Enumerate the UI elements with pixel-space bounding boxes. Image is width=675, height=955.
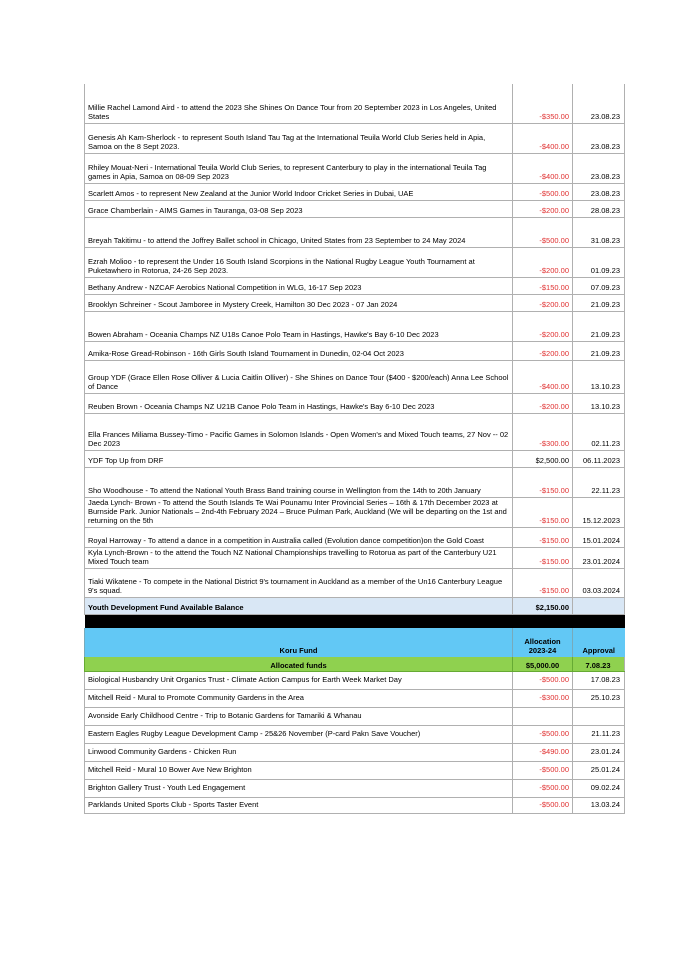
row-amount: -$200.00 [513,393,573,413]
allocation-header: Allocation 2023-24 [513,628,573,657]
row-date: 23.08.23 [573,183,625,200]
row-date: 21.09.23 [573,311,625,341]
row-description: Grace Chamberlain - AIMS Games in Tauranga, 03-08 Sep 2023 [85,200,513,217]
ydf-row [85,341,625,360]
row-date: 06.11.2023 [573,450,625,467]
ydf-row [85,547,625,568]
allocated-date: 7.08.23 [573,657,625,672]
row-date: 09.02.24 [573,780,625,798]
row-date: 02.11.23 [573,413,625,450]
koru-row [85,798,625,814]
koru-row [85,690,625,708]
row-description: Avonside Early Childhood Centre - Trip to Botanic Gardens for Tamariki & Whanau [85,708,513,726]
row-amount: -$200.00 [513,341,573,360]
ydf-balance-section [85,597,625,672]
ydf-row [85,568,625,597]
balance-label: Youth Development Fund Available Balance [85,597,513,614]
koru-row [85,762,625,780]
row-amount: -$200.00 [513,200,573,217]
row-description: Biological Husbandry Unit Organics Trust - Climate Action Campus for Earth Week Market Day [85,672,513,690]
row-amount: -$400.00 [513,153,573,183]
row-description: Linwood Community Gardens - Chicken Run [85,744,513,762]
koru-section [85,672,625,814]
ydf-row [85,294,625,311]
row-amount: -$500.00 [513,183,573,200]
row-date: 13.10.23 [573,393,625,413]
koru-title: Koru Fund [85,628,513,657]
row-description: Scarlett Amos - to represent New Zealand at the Junior World Indoor Cricket Series in Dubai, UAE [85,183,513,200]
row-date: 25.10.23 [573,690,625,708]
row-date: 13.10.23 [573,360,625,393]
ydf-row [85,183,625,200]
row-date: 31.08.23 [573,217,625,247]
row-amount: -$500.00 [513,798,573,814]
row-date: 23.08.23 [573,153,625,183]
row-description: Eastern Eagles Rugby League Development Camp - 25&26 November (P-card Pakn Save Voucher) [85,726,513,744]
row-amount: -$150.00 [513,467,573,497]
row-amount: -$150.00 [513,277,573,294]
row-description: Group YDF (Grace Ellen Rose Olliver & Lucia Caitlin Olliver) - She Shines on Dance Tour ($400 - $200/each) Anna Lee School of Dance [85,360,513,393]
row-description: Millie Rachel Lamond Aird - to attend the 2023 She Shines On Dance Tour from 20 September 2023 in Los Angeles, United States [85,93,513,123]
row-date: 23.01.2024 [573,547,625,568]
allocated-label: Allocated funds [85,657,513,672]
approval-header: Approval [573,628,625,657]
row-date: 01.09.23 [573,247,625,277]
row-date: 22.11.23 [573,467,625,497]
allocated-amount: $5,000.00 [513,657,573,672]
row-description: Parklands United Sports Club - Sports Taster Event [85,798,513,814]
row-amount: -$150.00 [513,497,573,527]
row-date: 13.03.24 [573,798,625,814]
row-amount: -$500.00 [513,780,573,798]
koru-row [85,726,625,744]
row-date: 21.09.23 [573,341,625,360]
ydf-row [85,123,625,153]
row-date: 17.08.23 [573,672,625,690]
row-amount: -$350.00 [513,93,573,123]
row-date: 03.03.2024 [573,568,625,597]
row-description: Jaeda Lynch- Brown - To attend the South Islands Te Wai Pounamu Inter Provincial Series – 16th & 17th December 2023 at Burnside Park. Junior Nationals – 2nd-4th February 2024 – Bruce Pulman Park, Auckland (We will be departing on the 1st and returning on the 5th [85,497,513,527]
row-description: Kyla Lynch-Brown - to the attend the Touch NZ National Championships travelling to Rotorua as part of the Canterbury U21 Mixed Touch team [85,547,513,568]
row-description: Mitchell Reid - Mural 10 Bower Ave New Brighton [85,762,513,780]
koru-row [85,744,625,762]
row-date: 23.08.23 [573,123,625,153]
row-date: 21.11.23 [573,726,625,744]
ydf-row [85,393,625,413]
row-amount: -$490.00 [513,744,573,762]
ydf-row [85,153,625,183]
ydf-row [85,413,625,450]
row-description: Ella Frances Miliama Bussey-Timo - Pacific Games in Solomon Islands - Open Women's and Mixed Touch teams, 27 Nov -- 02 Dec 2023 [85,413,513,450]
ydf-row [85,467,625,497]
koru-row [85,708,625,726]
row-amount: -$500.00 [513,762,573,780]
row-description: Mitchell Reid - Mural to Promote Community Gardens in the Area [85,690,513,708]
row-description: Brooklyn Schreiner - Scout Jamboree in Mystery Creek, Hamilton 30 Dec 2023 - 07 Jan 2024 [85,294,513,311]
row-description: Bethany Andrew - NZCAF Aerobics National Competition in WLG, 16-17 Sep 2023 [85,277,513,294]
row-date: 28.08.23 [573,200,625,217]
fund-ledger [84,84,624,814]
row-amount: -$150.00 [513,547,573,568]
row-amount: -$200.00 [513,294,573,311]
ydf-row [85,450,625,467]
row-amount: -$200.00 [513,247,573,277]
row-description: Sho Woodhouse - To attend the National Youth Brass Band training course in Wellington from the 14th to 20th January [85,467,513,497]
allocated-funds-row [85,657,625,672]
row-description: Genesis Ah Kam-Sherlock - to represent South Island Tau Tag at the International Teuila World Club Series held in Apia, Samoa on the 8 Sept 2023. [85,123,513,153]
row-amount: -$400.00 [513,360,573,393]
row-date: 23.08.23 [573,93,625,123]
row-date: 23.01.24 [573,744,625,762]
row-description: Reuben Brown - Oceania Champs NZ U21B Canoe Polo Team in Hastings, Hawke's Bay 6-10 Dec 2023 [85,393,513,413]
row-date: 21.09.23 [573,294,625,311]
balance-amount: $2,150.00 [513,597,573,614]
row-amount: -$500.00 [513,217,573,247]
row-amount: -$200.00 [513,311,573,341]
ydf-row [85,93,625,123]
ydf-row [85,277,625,294]
ydf-row [85,217,625,247]
row-description: Royal Harroway - To attend a dance in a competition in Australia called (Evolution dance competition)on the Gold Coast [85,527,513,547]
row-amount: -$300.00 [513,413,573,450]
row-amount: -$150.00 [513,527,573,547]
row-description: Amika-Rose Gread-Robinson - 16th Girls South Island Tournament in Dunedin, 02-04 Oct 2023 [85,341,513,360]
row-amount: -$300.00 [513,690,573,708]
ydf-row [85,247,625,277]
koru-header-row [85,628,625,657]
row-description: Ezrah Molioo - to represent the Under 16 South Island Scorpions in the National Rugby League Youth Tournament at Puketawhero in Rotorua, 24-26 Sep 2023. [85,247,513,277]
row-date: 07.09.23 [573,277,625,294]
ydf-row [85,311,625,341]
row-description: Bowen Abraham - Oceania Champs NZ U18s Canoe Polo Team in Hastings, Hawke's Bay 6-10 Dec 2023 [85,311,513,341]
koru-row [85,780,625,798]
row-amount [513,708,573,726]
row-date: 15.01.2024 [573,527,625,547]
row-description: YDF Top Up from DRF [85,450,513,467]
ydf-row [85,360,625,393]
top-spacer-row [85,84,625,93]
row-amount: -$150.00 [513,568,573,597]
row-description: Tiaki Wikatene - To compete in the National District 9's tournament in Auckland as a member of the Un16 Canterbury League 9's squad. [85,568,513,597]
koru-row [85,672,625,690]
row-amount: $2,500.00 [513,450,573,467]
row-amount: -$400.00 [513,123,573,153]
row-date: 15.12.2023 [573,497,625,527]
row-date [573,708,625,726]
ydf-section [85,84,625,597]
row-amount: -$500.00 [513,672,573,690]
row-amount: -$500.00 [513,726,573,744]
balance-date-cell [573,597,625,614]
section-divider [85,614,625,628]
row-description: Breyah Takitimu - to attend the Joffrey Ballet school in Chicago, United States from 23 September to 24 May 2024 [85,217,513,247]
ydf-row [85,497,625,527]
ydf-balance-row [85,597,625,614]
row-date: 25.01.24 [573,762,625,780]
row-description: Rhiley Mouat-Neri - International Teuila World Club Series, to represent Canterbury to play in the international Teuila Tag games in Apia, Samoa on 08-09 Sep 2023 [85,153,513,183]
ydf-row [85,200,625,217]
ledger-table [84,84,625,814]
ydf-row [85,527,625,547]
row-description: Brighton Gallery Trust - Youth Led Engagement [85,780,513,798]
